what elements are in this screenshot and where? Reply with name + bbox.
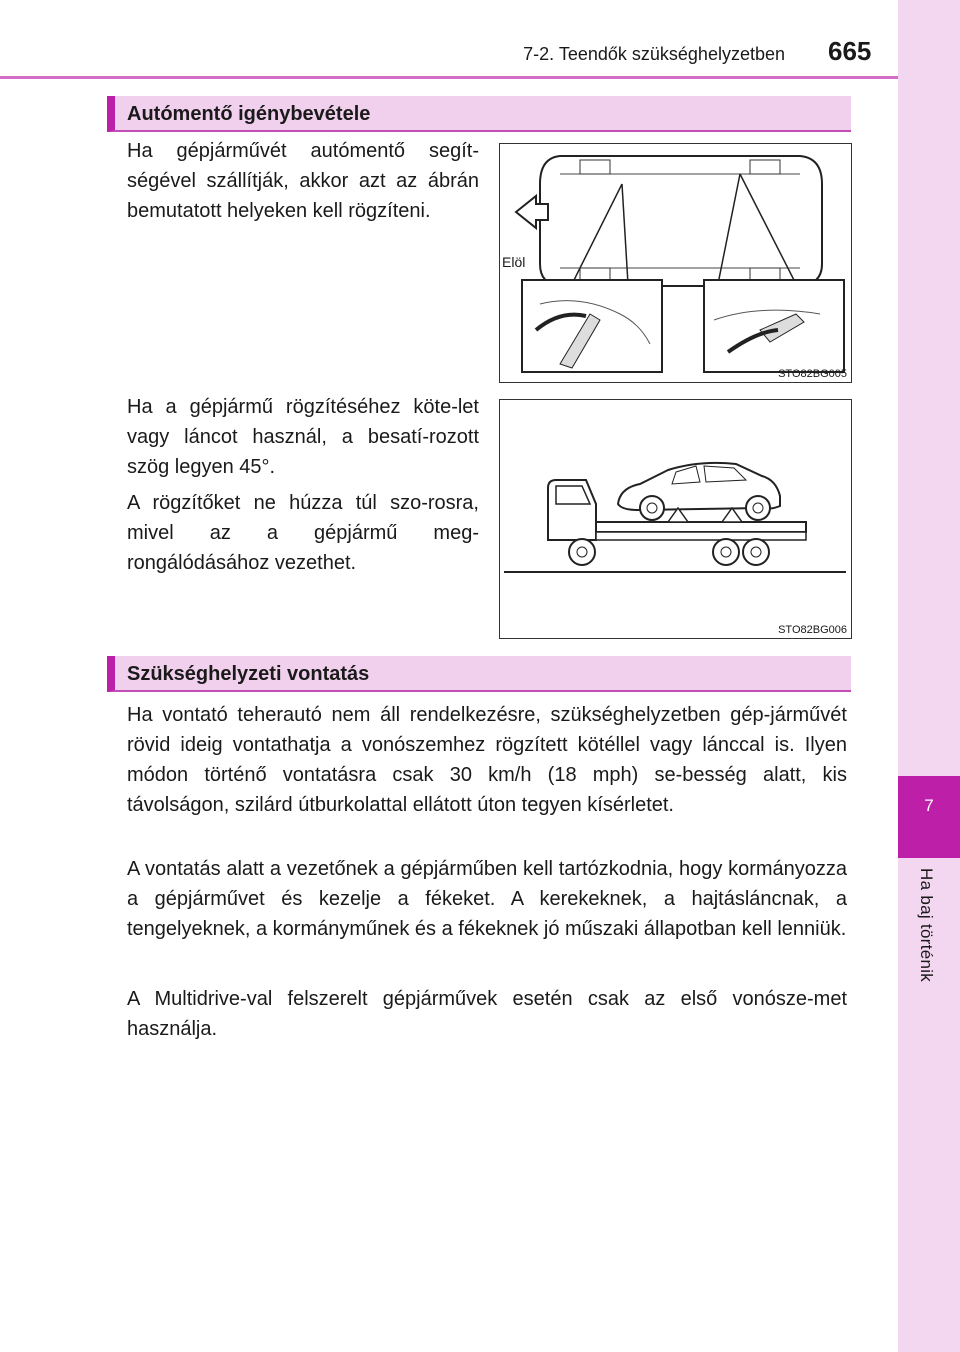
page-number: 665 xyxy=(828,36,872,66)
front-arrow-icon xyxy=(516,196,548,228)
paragraph-driver-requirement: A vontatás alatt a vezetőnek a gépjárműben kell tartózkodnia, hogy kormányozza a gépjárművet és kezelje a fékeket. A kerekeknek, a hajtásláncnak, a tengelyeknek, a kormányműnek és a fékeknek jó műszaki állapotban kell lenniük. xyxy=(127,858,847,940)
paragraph-tightening-warning: A rögzítőket ne húzza túl szo-rosra, mivel az a gépjármű meg-rongálódásához vezethet. xyxy=(127,492,479,574)
figure-flatbed-truck xyxy=(499,399,852,639)
section-heading-text: Autómentő igénybevétele xyxy=(127,103,371,125)
chapter-number: 7 xyxy=(924,796,934,815)
chapter-tab[interactable] xyxy=(898,776,960,858)
header-rule xyxy=(0,76,898,79)
figure-tie-down-points xyxy=(499,143,852,383)
section-heading-text: Szükséghelyzeti vontatás xyxy=(127,663,370,685)
warning-triangle-icon xyxy=(722,508,742,522)
paragraph-angle: Ha a gépjármű rögzítéséhez köte-let vagy láncot használ, a besatí-rozott szög legyen 45°. xyxy=(127,396,479,478)
section-heading-emergency-towing xyxy=(107,656,851,692)
header-section-title: 7-2. Teendők szükséghelyzetben xyxy=(523,44,785,64)
figure-code: STO82BG006 xyxy=(778,624,847,636)
chapter-title: Ha baj történik xyxy=(917,868,936,983)
chapter-side-strip xyxy=(898,0,960,1352)
flatbed-truck-illustration xyxy=(500,400,851,638)
paragraph-tie-down-points: Ha gépjárművét autómentő segít-ségével szállítják, akkor azt az ábrán bemutatott helyeken kell rögzíteni. xyxy=(127,140,479,222)
tie-down-illustration xyxy=(500,144,851,382)
paragraph-multidrive: A Multidrive-val felszerelt gépjárművek esetén csak az első vonósze-met használja. xyxy=(127,988,847,1040)
figure-code: STO82BG005 xyxy=(778,368,847,380)
section-heading-towing-service xyxy=(107,96,851,132)
figure-label-front: Elöl xyxy=(502,254,526,270)
paragraph-emergency-towing: Ha vontató teherautó nem áll rendelkezésre, szükséghelyzetben gép-járművét rövid ideig vontathatja a vonószemhez rögzített kötéllel vagy lánccal is. Ilyen módon történő vontatásra csak 30 km/h (18 mph) se-besség alatt, kis távolságon, szilárd útburkolattal ellátott úton tegyen kísérletet. xyxy=(127,704,847,816)
